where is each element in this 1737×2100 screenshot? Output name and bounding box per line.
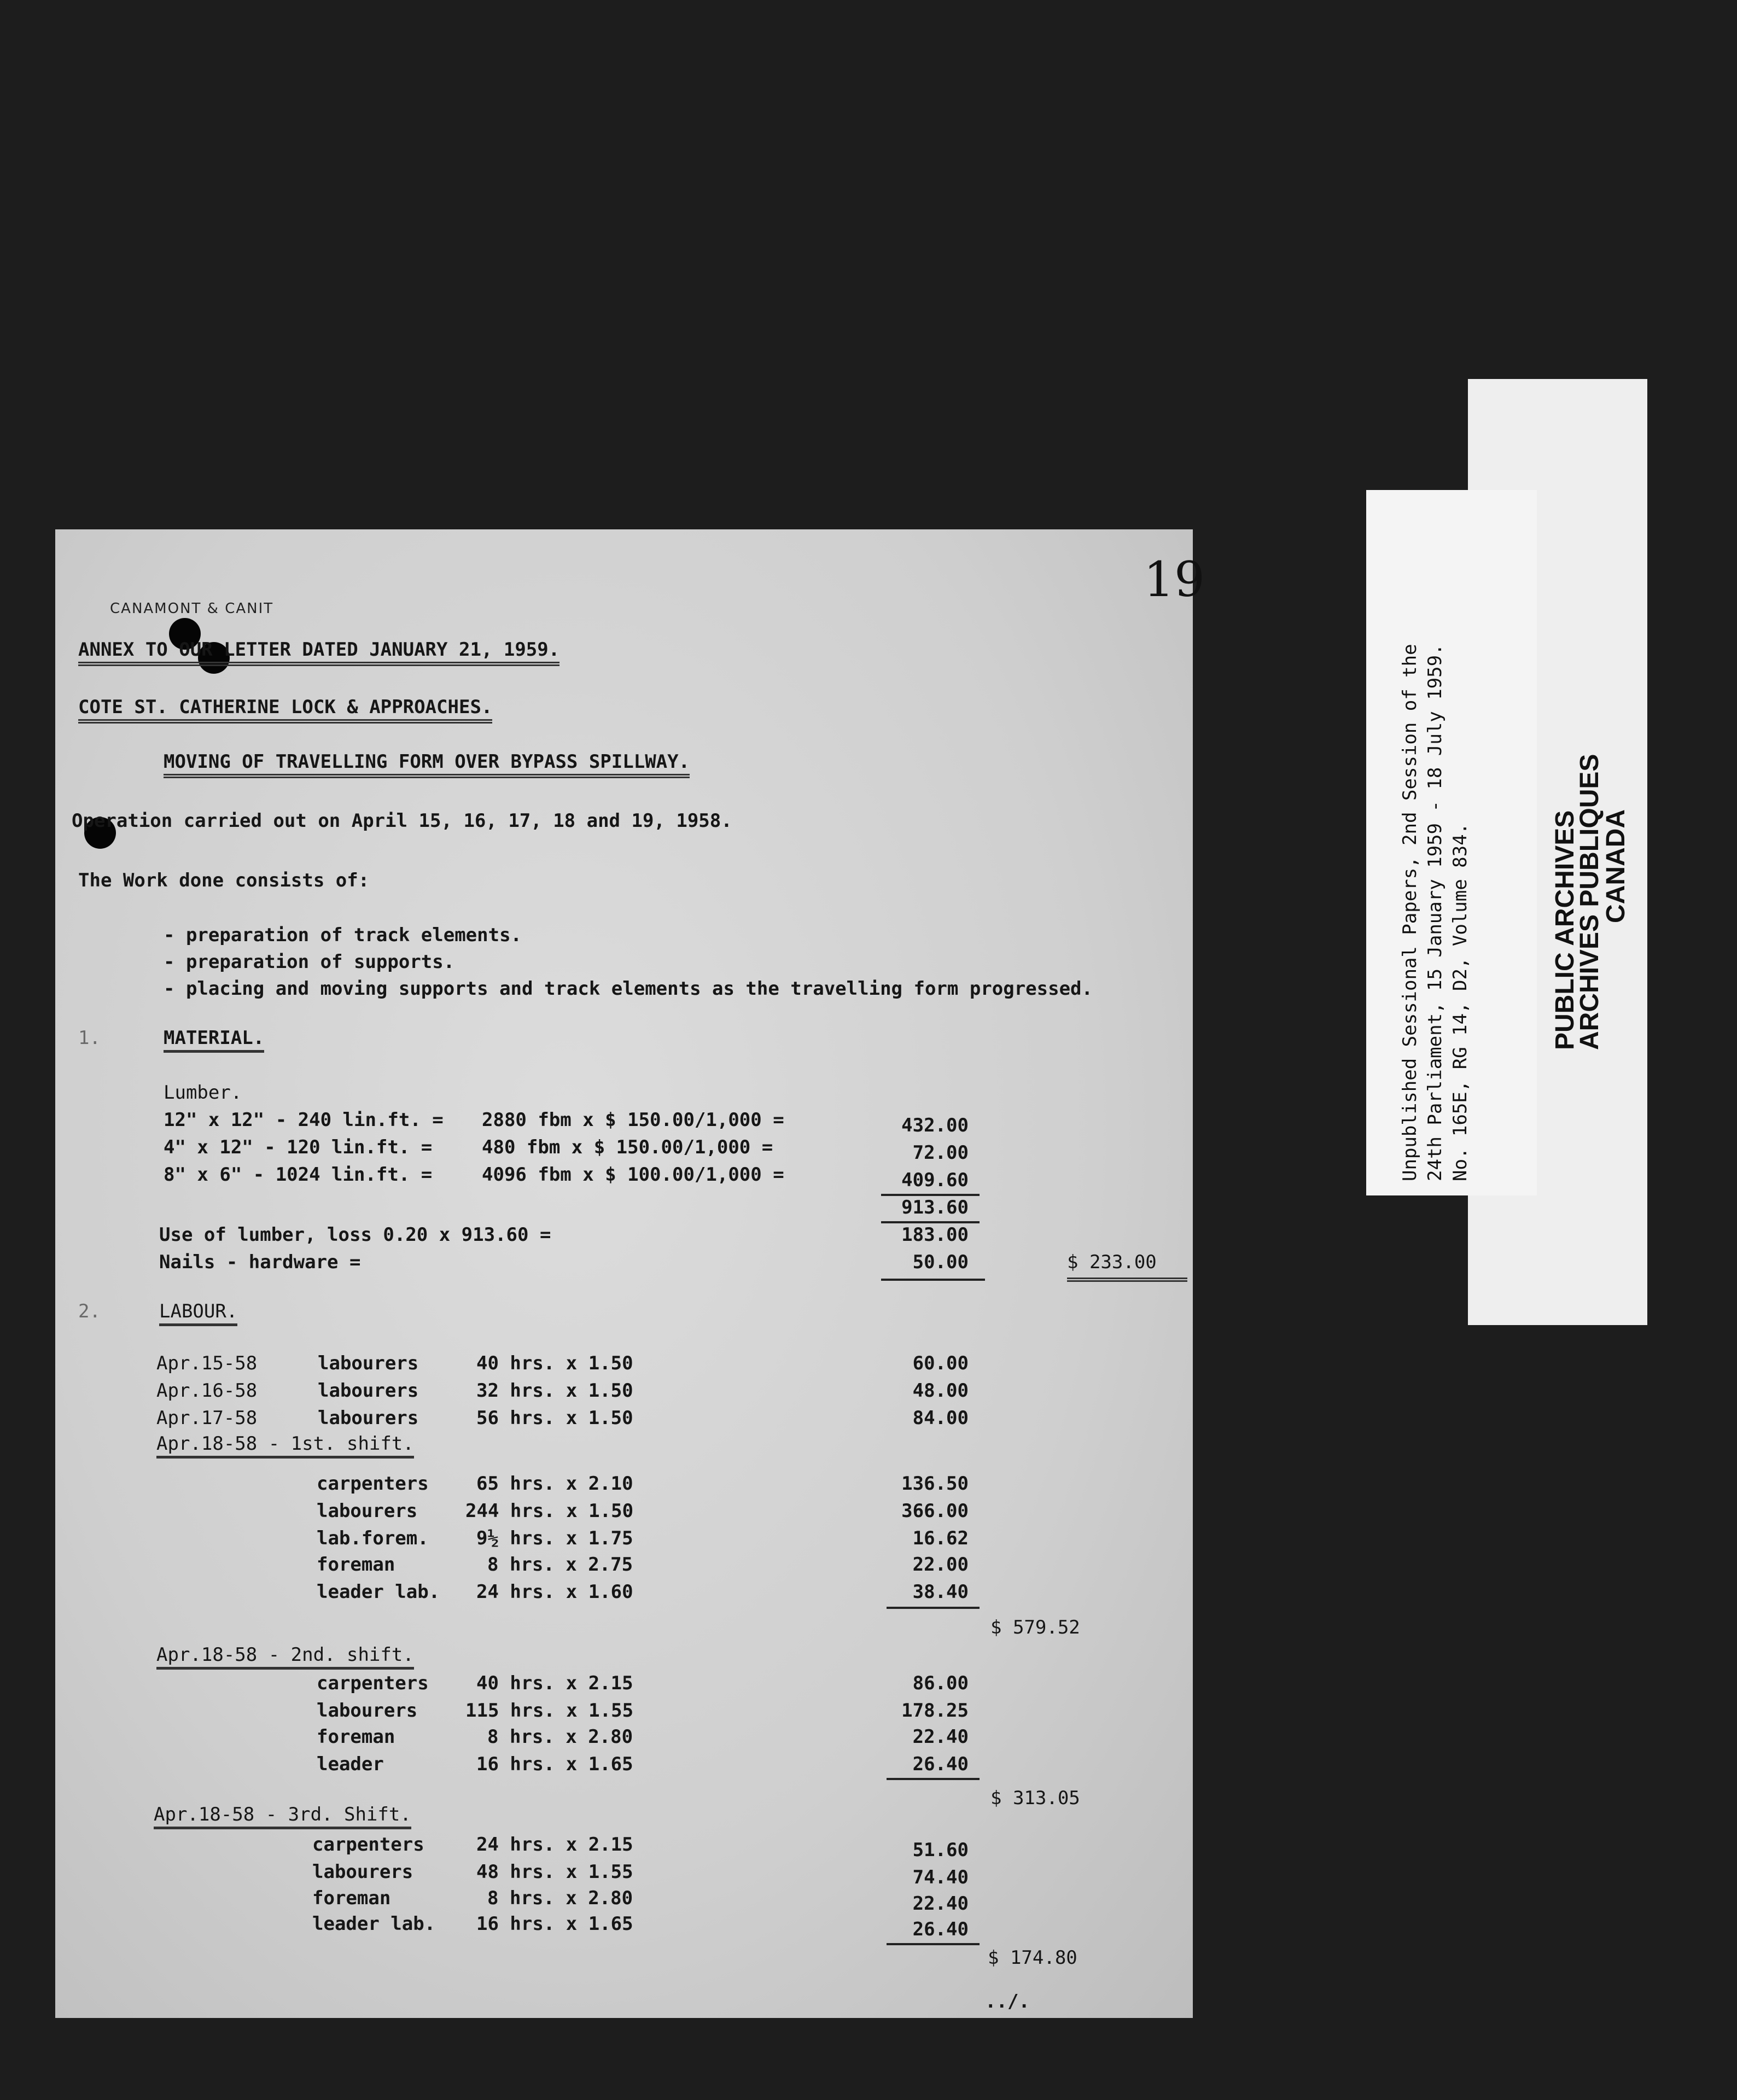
operation-dates: Operation carried out on April 15, 16, 17, 18 and 19, 1958. <box>72 810 732 832</box>
work-done-label: The Work done consists of: <box>78 870 370 891</box>
labour-hours: 56 hrs. x 1.50 <box>476 1407 633 1429</box>
shift-trade: foreman <box>312 1887 391 1909</box>
work-item: - preparation of supports. <box>164 951 455 973</box>
shift-amount: 178.25 <box>901 1700 969 1722</box>
work-item: - placing and moving supports and track elements as the travelling form progressed. <box>164 978 1093 1000</box>
shift-total: $ 579.52 <box>990 1617 1080 1638</box>
material-subtotal: 913.60 <box>901 1197 969 1218</box>
shift-hours: 65 hrs. x 2.10 <box>476 1473 633 1495</box>
shift-hours: 9½ hrs. x 1.75 <box>476 1527 633 1549</box>
shift-total: $ 313.05 <box>990 1787 1080 1809</box>
lumber-label: Lumber. <box>164 1082 242 1104</box>
shift-trade: labourers <box>317 1500 418 1522</box>
total-rule <box>881 1279 985 1281</box>
lumber-desc: 4" x 12" - 120 lin.ft. = <box>164 1136 433 1158</box>
citation-line: No. 165E, RG 14, D2, Volume 834. <box>1449 822 1471 1181</box>
lumber-calc: 2880 fbm x $ 150.00/1,000 = <box>482 1109 784 1131</box>
shift-amount: 16.62 <box>912 1527 969 1549</box>
lumber-amount: 432.00 <box>901 1115 969 1136</box>
shift-header: Apr.18-58 - 3rd. Shift. <box>154 1804 411 1829</box>
lumber-amount: 409.60 <box>901 1169 969 1191</box>
shift-amount: 38.40 <box>912 1581 969 1603</box>
subtotal-rule <box>881 1194 980 1196</box>
shift-hours: 244 hrs. x 1.50 <box>465 1500 634 1522</box>
continued-mark: ../. <box>985 1991 1030 2012</box>
annex-heading: ANNEX TO OUR LETTER DATED JANUARY 21, 1959. <box>78 639 559 666</box>
shift-header: Apr.18-58 - 2nd. shift. <box>156 1644 414 1670</box>
shift-rule <box>887 1943 980 1945</box>
shift-amount: 26.40 <box>912 1918 969 1940</box>
total-double-rule <box>1067 1278 1187 1282</box>
shift-trade: foreman <box>317 1726 395 1748</box>
lumber-amount: 72.00 <box>912 1142 969 1164</box>
labour-trade: labourers <box>318 1407 419 1429</box>
shift-rule <box>887 1607 980 1609</box>
lumber-calc: 4096 fbm x $ 100.00/1,000 = <box>482 1164 784 1186</box>
document-page <box>55 529 1205 2018</box>
handwritten-page-number: 19 <box>1144 551 1205 608</box>
shift-hours: 115 hrs. x 1.55 <box>465 1700 634 1722</box>
labour-amount: 84.00 <box>912 1407 969 1429</box>
labour-amount: 48.00 <box>912 1380 969 1402</box>
shift-amount: 22.40 <box>912 1893 969 1915</box>
shift-hours: 24 hrs. x 1.60 <box>476 1581 633 1603</box>
citation-line: Unpublished Sessional Papers, 2nd Session of the <box>1399 644 1421 1181</box>
material-heading: MATERIAL. <box>164 1027 264 1053</box>
shift-trade: foreman <box>317 1554 395 1576</box>
shift-trade: carpenters <box>317 1473 429 1495</box>
shift-trade: carpenters <box>312 1834 424 1856</box>
shift-trade: leader <box>317 1753 384 1775</box>
archive-stamp-line: CANADA <box>1601 809 1630 923</box>
project-heading: COTE ST. CATHERINE LOCK & APPROACHES. <box>78 696 492 724</box>
shift-hours: 16 hrs. x 1.65 <box>476 1753 633 1775</box>
shift-amount: 22.40 <box>912 1726 969 1748</box>
labour-hours: 40 hrs. x 1.50 <box>476 1352 633 1374</box>
subject-heading: MOVING OF TRAVELLING FORM OVER BYPASS SPILLWAY. <box>164 751 690 778</box>
archive-stamp-line: PUBLIC ARCHIVES <box>1551 810 1579 1050</box>
shift-trade: leader lab. <box>312 1913 436 1935</box>
letterhead-code: CANAMONT & CANIT <box>110 600 274 617</box>
shift-hours: 8 hrs. x 2.80 <box>487 1887 633 1909</box>
shift-amount: 22.00 <box>912 1554 969 1576</box>
shift-hours: 40 hrs. x 2.15 <box>476 1672 633 1694</box>
labour-date: Apr.17-58 <box>156 1407 258 1429</box>
work-item: - preparation of track elements. <box>164 924 522 946</box>
lumber-use-label: Use of lumber, loss 0.20 x 913.60 = <box>159 1224 551 1246</box>
shift-amount: 136.50 <box>901 1473 969 1495</box>
shift-amount: 51.60 <box>912 1839 969 1861</box>
shift-hours: 8 hrs. x 2.80 <box>487 1726 633 1748</box>
shift-amount: 74.40 <box>912 1866 969 1888</box>
shift-hours: 48 hrs. x 1.55 <box>476 1861 633 1883</box>
shift-trade: lab.forem. <box>317 1527 429 1549</box>
lumber-desc: 12" x 12" - 240 lin.ft. = <box>164 1109 444 1131</box>
citation-line: 24th Parliament, 15 January 1959 - 18 July 1959. <box>1424 644 1446 1181</box>
shift-hours: 16 hrs. x 1.65 <box>476 1913 633 1935</box>
shift-amount: 366.00 <box>901 1500 969 1522</box>
labour-heading: LABOUR. <box>159 1300 237 1326</box>
lumber-use-amount: 183.00 <box>901 1224 969 1246</box>
labour-amount: 60.00 <box>912 1352 969 1374</box>
nails-amount: 50.00 <box>912 1251 969 1273</box>
lumber-desc: 8" x 6" - 1024 lin.ft. = <box>164 1164 433 1186</box>
shift-hours: 8 hrs. x 2.75 <box>487 1554 633 1576</box>
material-total: $ 233.00 <box>1067 1251 1157 1273</box>
section-number: 2. <box>78 1300 101 1322</box>
labour-trade: labourers <box>318 1352 419 1374</box>
labour-date: Apr.15-58 <box>156 1352 258 1374</box>
shift-header: Apr.18-58 - 1st. shift. <box>156 1433 414 1459</box>
shift-amount: 86.00 <box>912 1672 969 1694</box>
labour-hours: 32 hrs. x 1.50 <box>476 1380 633 1402</box>
nails-label: Nails - hardware = <box>159 1251 361 1273</box>
shift-total: $ 174.80 <box>988 1947 1077 1969</box>
shift-trade: carpenters <box>317 1672 429 1694</box>
shift-trade: labourers <box>317 1700 418 1722</box>
labour-date: Apr.16-58 <box>156 1380 258 1402</box>
shift-trade: leader lab. <box>317 1581 440 1603</box>
shift-trade: labourers <box>312 1861 413 1883</box>
shift-rule <box>887 1778 980 1780</box>
lumber-calc: 480 fbm x $ 150.00/1,000 = <box>482 1136 773 1158</box>
labour-trade: labourers <box>318 1380 419 1402</box>
archive-stamp-line: ARCHIVES PUBLIQUES <box>1575 754 1604 1050</box>
section-number: 1. <box>78 1027 101 1049</box>
subtotal-rule <box>881 1221 980 1223</box>
shift-amount: 26.40 <box>912 1753 969 1775</box>
shift-hours: 24 hrs. x 2.15 <box>476 1834 633 1856</box>
